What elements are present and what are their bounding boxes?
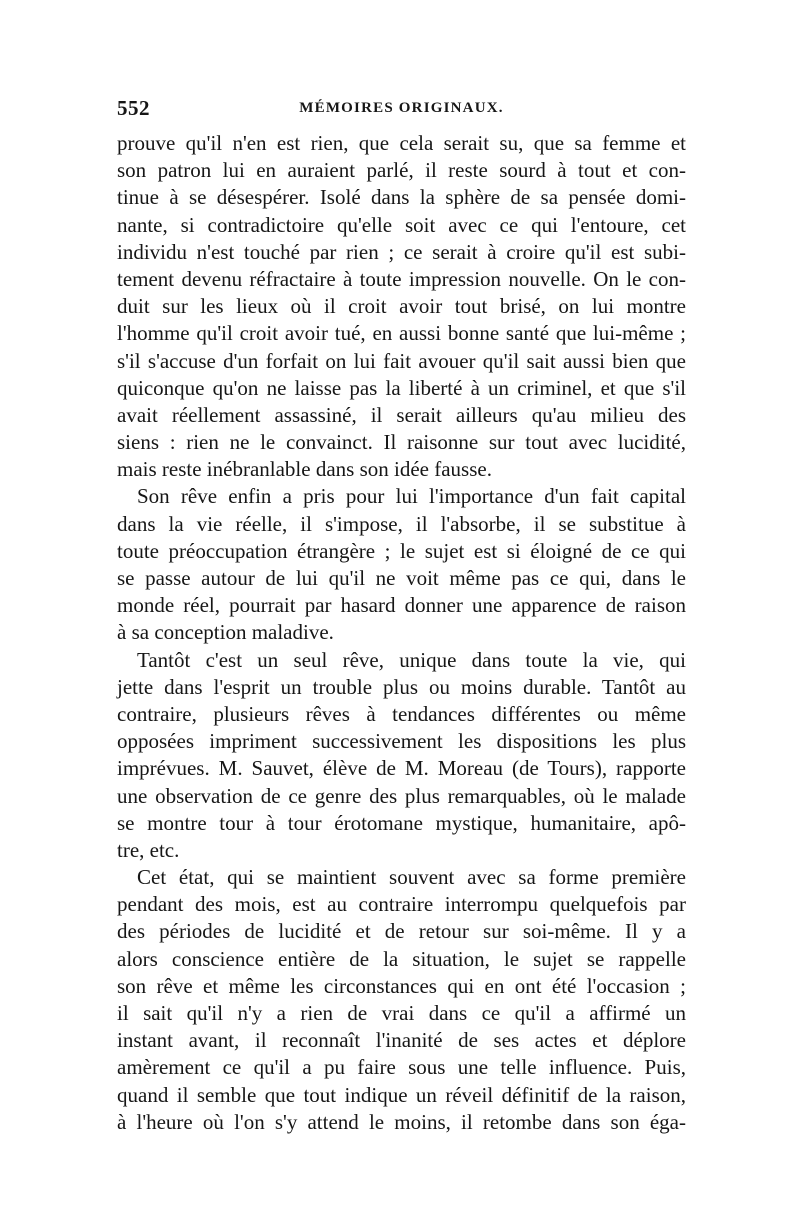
text-line: il sait qu'il n'y a rien de vrai dans ce qu'il a affirmé un: [117, 1001, 686, 1025]
text-line: quand il semble que tout indique un réveil définitif de la raison,: [117, 1082, 686, 1107]
text-line: tinue à se désespérer. Isolé dans la sphère de sa pensée domi-: [117, 185, 686, 210]
text-line: duit sur les lieux où il croit avoir tout brisé, on lui montre: [117, 294, 686, 319]
text-line: Cet état, qui se maintient souvent avec sa forme première: [137, 865, 686, 890]
text-line: siens : rien ne le convainct. Il raisonne sur tout avec lucidité,: [117, 430, 686, 455]
text-line: tre, etc.: [117, 837, 180, 862]
text-line: alors conscience entière de la situation, le sujet se rappelle: [117, 946, 686, 971]
text-line: prouve qu'il n'en est rien, que cela serait su, que sa femme et: [117, 131, 686, 155]
text-line: tement devenu réfractaire à toute impression nouvelle. On le con-: [117, 266, 686, 291]
text-line: Son rêve enfin a pris pour lui l'importance d'un fait capital: [137, 484, 686, 509]
text-line: opposées impriment successivement les dispositions les plus: [117, 729, 686, 754]
text-line: pendant des mois, est au contraire interrompu quelquefois par: [117, 892, 686, 917]
text-line: contraire, plusieurs rêves à tendances différentes ou même: [117, 701, 686, 726]
text-line: son patron lui en auraient parlé, il reste sourd à tout et con-: [117, 158, 686, 183]
page-header: [117, 96, 686, 120]
text-line: dans la vie réelle, il s'impose, il l'absorbe, il se substitue à: [117, 511, 686, 536]
text-line: l'homme qu'il croit avoir tué, en aussi bonne santé que lui-même ;: [117, 321, 686, 346]
text-line: monde réel, pourrait par hasard donner une apparence de raison: [117, 593, 686, 618]
text-line: toute préoccupation étrangère ; le sujet est si éloigné de ce qui: [117, 538, 686, 563]
text-line: nante, si contradictoire qu'elle soit avec ce qui l'entoure, cet: [117, 212, 686, 237]
text-line: individu n'est touché par rien ; ce serait à croire qu'il est subi-: [117, 239, 686, 264]
body-text: [117, 130, 686, 1136]
text-line: son rêve et même les circonstances qui en ont été l'occasion ;: [117, 973, 686, 998]
text-line: quiconque qu'on ne laisse pas la liberté à un criminel, et que s'il: [117, 375, 686, 400]
text-line: avait réellement assassiné, il serait ailleurs qu'au milieu des: [117, 402, 686, 427]
text-line: imprévues. M. Sauvet, élève de M. Moreau (de Tours), rapporte: [117, 756, 686, 781]
text-line: Tantôt c'est un seul rêve, unique dans toute la vie, qui: [137, 647, 686, 672]
text-line: se montre tour à tour érotomane mystique, humanitaire, apô-: [117, 810, 686, 835]
page-number: 552: [117, 96, 150, 120]
text-line: des périodes de lucidité et de retour sur soi-même. Il y a: [117, 919, 686, 944]
text-line: jette dans l'esprit un trouble plus ou moins durable. Tantôt au: [117, 674, 686, 699]
text-line: se passe autour de lui qu'il ne voit même pas ce qui, dans le: [117, 566, 686, 590]
text-line: à l'heure où l'on s'y attend le moins, il retombe dans son éga-: [117, 1109, 686, 1134]
text-line: mais reste inébranlable dans son idée fausse.: [117, 457, 492, 482]
text-line: une observation de ce genre des plus remarquables, où le malade: [117, 783, 686, 808]
text-line: à sa conception maladive.: [117, 620, 334, 645]
text-line: s'il s'accuse d'un forfait on lui fait avouer qu'il sait aussi bien que: [117, 348, 686, 373]
text-line: instant avant, il reconnaît l'inanité de ses actes et déplore: [117, 1028, 686, 1053]
text-line: amèrement ce qu'il a pu faire sous une telle influence. Puis,: [117, 1055, 686, 1080]
running-head: MÉMOIRES ORIGINAUX.: [299, 100, 504, 116]
